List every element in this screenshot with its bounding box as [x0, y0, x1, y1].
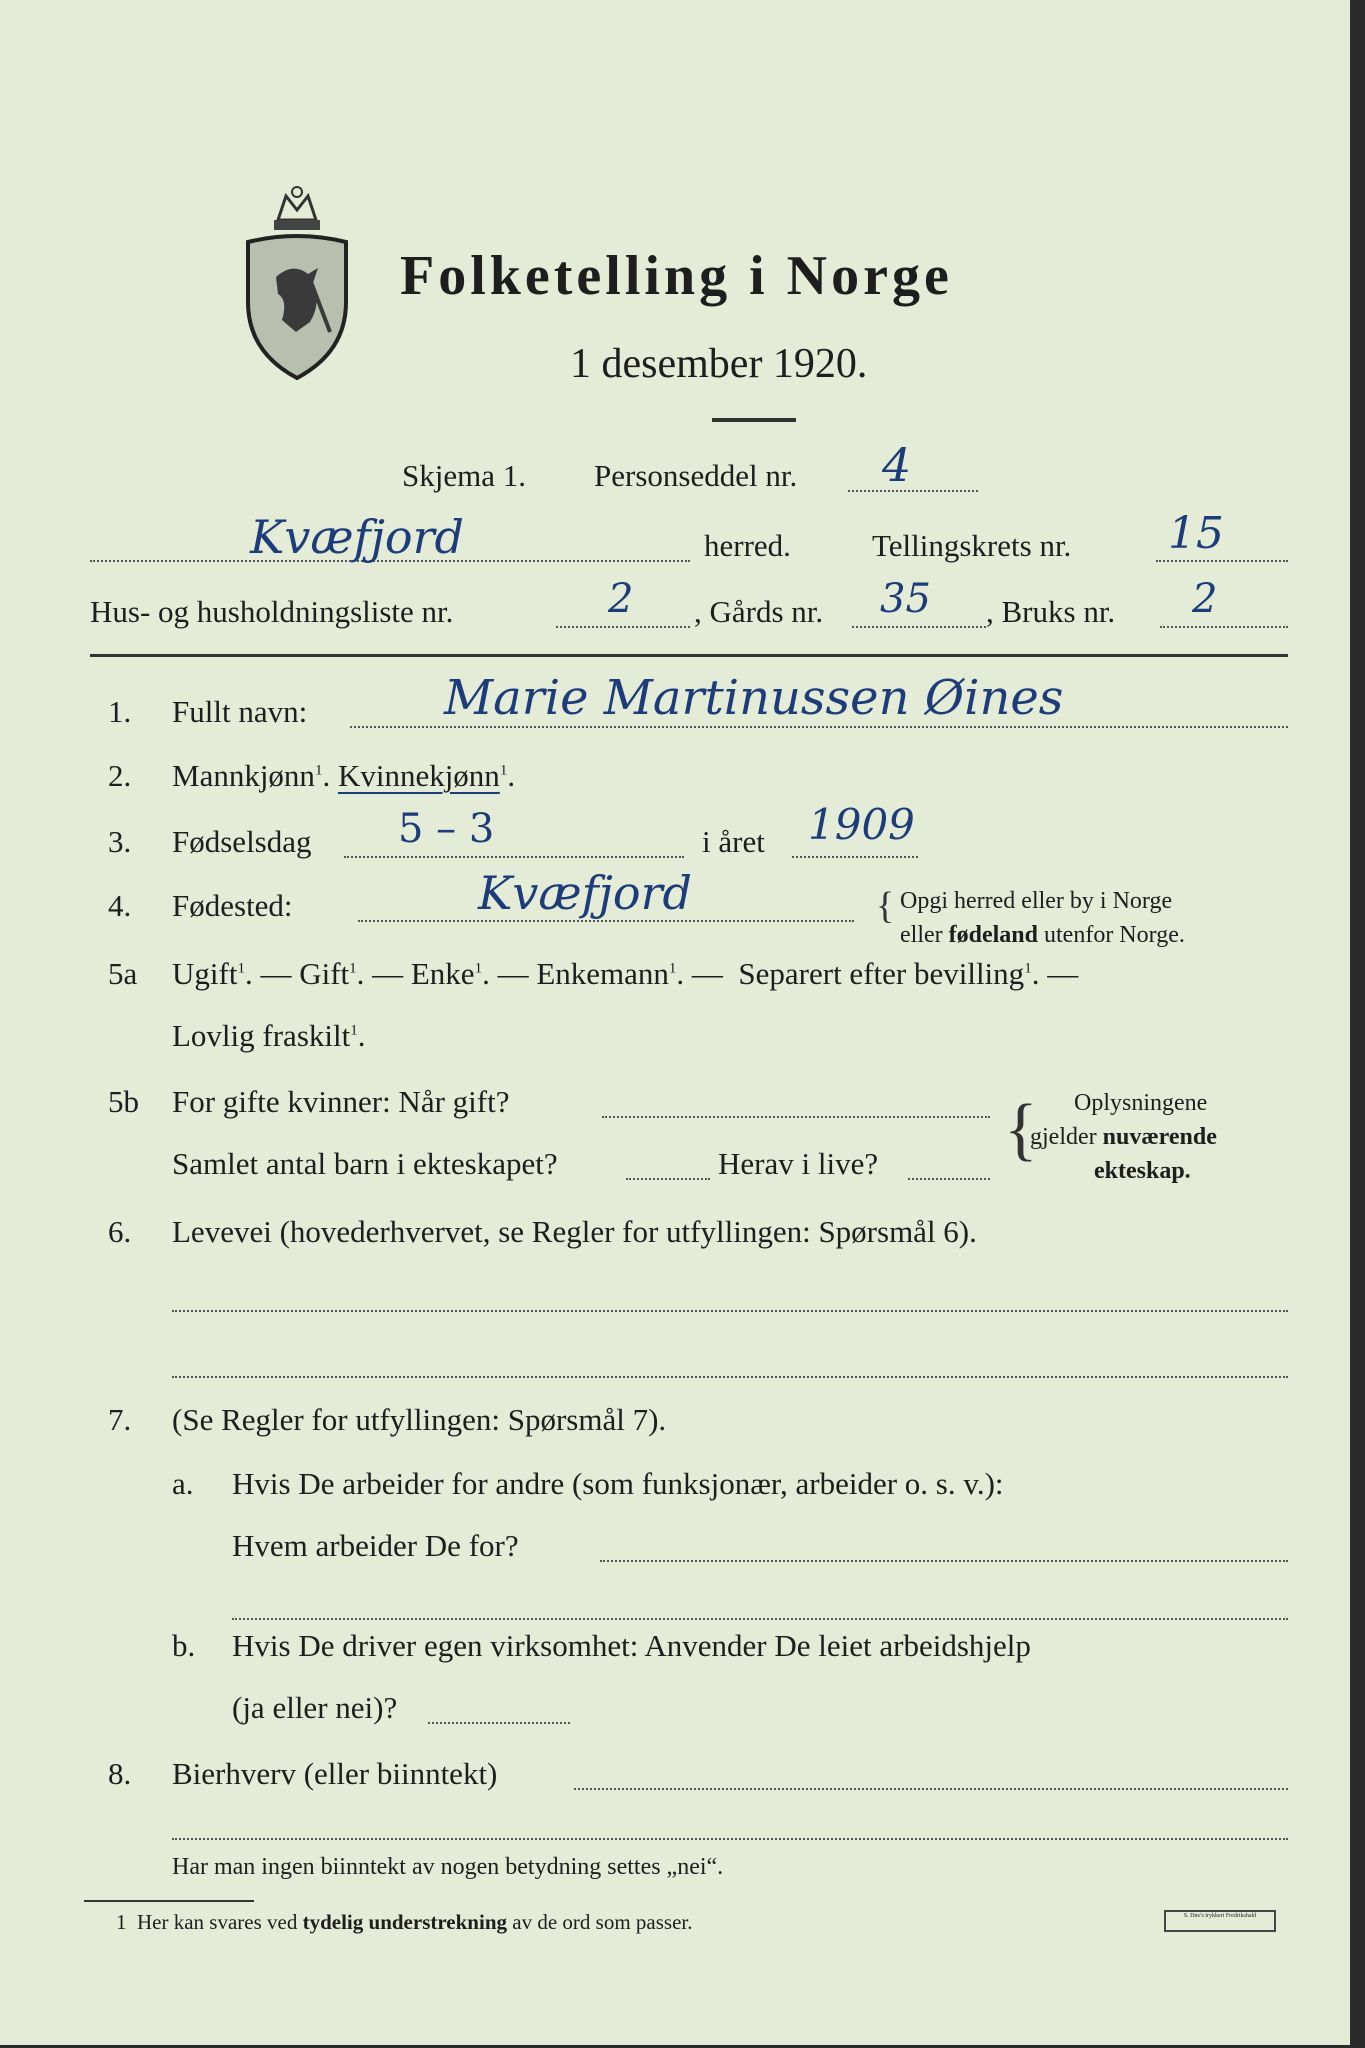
q8-line-2 — [172, 1838, 1288, 1840]
q8-number: 8. — [108, 1756, 132, 1791]
bruks-label: , Bruks nr. — [986, 594, 1116, 629]
skjema-label: Skjema 1. — [402, 458, 526, 493]
footnote-rule — [84, 1900, 254, 1902]
q7a-line-2 — [232, 1618, 1288, 1620]
q4-brace: { — [876, 885, 895, 927]
q7a-letter: a. — [172, 1466, 194, 1501]
bruks-line — [1160, 626, 1288, 628]
q8-line-1 — [574, 1788, 1288, 1790]
gards-value: 35 — [880, 576, 931, 622]
q3-label: Fødselsdag — [172, 824, 312, 859]
bruks-value: 2 — [1192, 576, 1218, 622]
full-name-value: Marie Martinussen Øines — [444, 670, 1064, 726]
q1-line — [350, 726, 1288, 728]
form-title: Folketelling i Norge — [400, 245, 953, 307]
q6-line-2 — [172, 1376, 1288, 1378]
q4-line — [358, 920, 854, 922]
gender-options: Mannkjønn$^1$. Kvinnekjønn$^1$. — [172, 758, 516, 793]
q7b-text: Hvis De driver egen virksomhet: Anvender De leiet arbeidshjelp — [232, 1628, 1031, 1663]
husholdningsliste-line — [556, 626, 690, 628]
q5b-note-3: ekteskap. — [1094, 1158, 1191, 1184]
gards-line — [852, 626, 986, 628]
q5b-note-2: gjelder nuværende — [1030, 1124, 1217, 1150]
q3-line — [344, 856, 684, 858]
q4-label: Fødested: — [172, 888, 293, 923]
q6-label: Levevei (hovederhvervet, se Regler for utfyllingen: Spørsmål 6). — [172, 1214, 977, 1249]
birthplace-value: Kvæfjord — [478, 866, 693, 920]
year-label: i året — [702, 824, 765, 859]
q4-number: 4. — [108, 888, 132, 923]
q7b-letter: b. — [172, 1628, 196, 1663]
kvinnekjonn-option: Kvinnekjønn — [337, 758, 500, 793]
census-date: 1 desember 1920. — [570, 341, 868, 387]
husholdningsliste-label: Hus- og husholdningsliste nr. — [90, 594, 454, 629]
q7a-question: Hvem arbeider De for? — [232, 1528, 519, 1563]
married-date-line — [602, 1116, 990, 1118]
tellingskrets-value: 15 — [1168, 508, 1224, 559]
tellingskrets-label: Tellingskrets nr. — [872, 528, 1072, 563]
q7b-line — [428, 1722, 570, 1724]
q4-note-1: Opgi herred eller by i Norge — [900, 888, 1173, 914]
title-divider — [712, 418, 796, 422]
marital-status-options: Ugift$^1$. — Gift$^1$. — Enke$^1$. — Enkemann$^1$. — Separert efter bevilling$^1$. — — [172, 956, 1079, 991]
q7a-line-1 — [600, 1560, 1288, 1562]
q1-label: Fullt navn: — [172, 694, 308, 729]
alive-line — [908, 1178, 990, 1180]
mannkjonn-option: Mannkjønn — [172, 758, 315, 793]
q5b-label-children: Samlet antal barn i ekteskapet? — [172, 1146, 558, 1181]
personseddel-line — [848, 490, 978, 492]
birth-year-value: 1909 — [808, 800, 915, 849]
personseddel-label: Personseddel nr. — [594, 458, 798, 493]
q7b-question: (ja eller nei)? — [232, 1690, 398, 1725]
q5b-label-alive: Herav i live? — [718, 1146, 879, 1181]
children-line — [626, 1178, 710, 1180]
q7-label: (Se Regler for utfyllingen: Spørsmål 7). — [172, 1402, 667, 1437]
q6-number: 6. — [108, 1214, 132, 1249]
header-rule — [90, 654, 1288, 657]
lovlig-fraskilt-option: Lovlig fraskilt$^1$. — [172, 1018, 366, 1053]
q2-number: 2. — [108, 758, 132, 793]
bottom-note: Har man ingen biinntekt av nogen betydning settes „nei“. — [172, 1854, 724, 1880]
footnote: 1 Her kan svares ved tydelig understrekning av de ord som passer. — [116, 1910, 693, 1934]
herred-value: Kvæfjord — [250, 510, 465, 564]
q7a-text: Hvis De arbeider for andre (som funksjonær, arbeider o. s. v.): — [232, 1466, 1004, 1501]
q8-label: Bierhverv (eller biinntekt) — [172, 1756, 498, 1791]
q5b-brace: { — [1004, 1091, 1038, 1168]
personseddel-value: 4 — [882, 438, 912, 492]
tellingskrets-line — [1156, 560, 1288, 562]
coat-of-arms-icon — [238, 182, 356, 382]
q6-line-1 — [172, 1310, 1288, 1312]
herred-label: herred. — [704, 528, 791, 563]
q5a-number: 5a — [108, 956, 138, 991]
q5b-number: 5b — [108, 1084, 139, 1119]
year-line — [792, 856, 918, 858]
q5b-label-married: For gifte kvinner: Når gift? — [172, 1084, 510, 1119]
husholdningsliste-value: 2 — [608, 576, 634, 622]
q7-number: 7. — [108, 1402, 132, 1437]
q3-number: 3. — [108, 824, 132, 859]
gards-label: , Gårds nr. — [694, 594, 824, 629]
birthday-value: 5 – 3 — [398, 806, 495, 852]
printer-stamp: S. Døs’s trykkeri Fredrikshald — [1164, 1910, 1276, 1932]
q1-number: 1. — [108, 694, 132, 729]
q4-note-2: eller fødeland utenfor Norge. — [900, 922, 1185, 948]
q5b-note-1: Oplysningene — [1074, 1090, 1208, 1116]
